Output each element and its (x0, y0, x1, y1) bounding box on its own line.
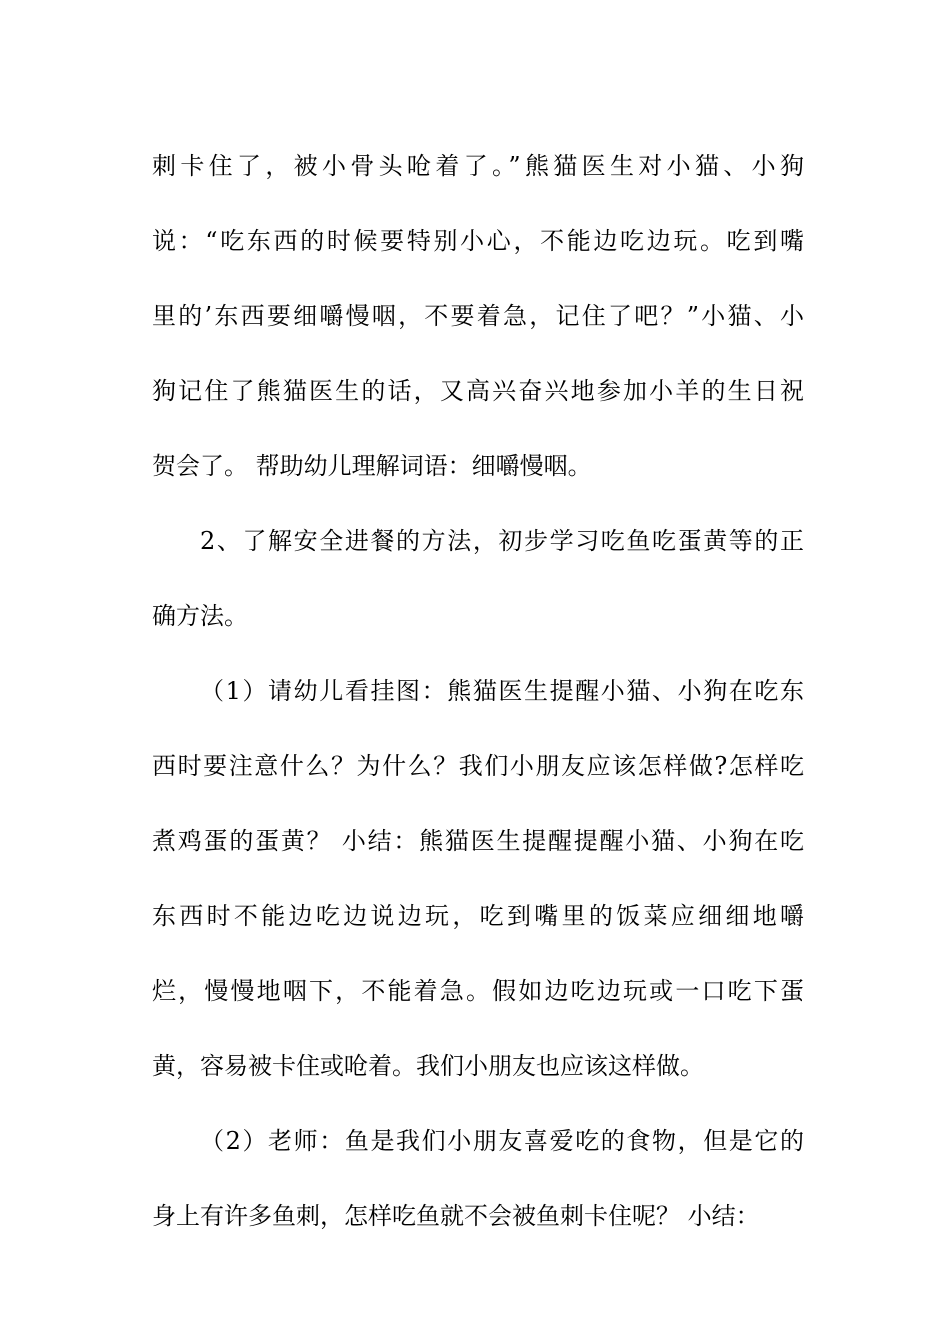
body-text (152, 129, 804, 1254)
text-line: 确方法。 (152, 602, 248, 630)
text-line: 煮鸡蛋的蛋黄？ 小结：熊猫医生提醒提醒小猫、小狗在吃 (152, 827, 804, 855)
text-line: 贺会了。 帮助幼儿理解词语：细嚼慢咽。 (152, 452, 592, 480)
text-line: 西时要注意什么？为什么？我们小朋友应该怎样做?怎样吃 (152, 752, 804, 780)
text-line: 烂，慢慢地咽下，不能着急。假如边吃边玩或一口吃下蛋 (152, 977, 804, 1005)
text-line: 2、了解安全进餐的方法，初步学习吃鱼吃蛋黄等的正 (200, 527, 804, 555)
text-line: 狗记住了熊猫医生的话，又高兴奋兴地参加小羊的生日祝 (152, 377, 804, 405)
text-line: （2）老师：鱼是我们小朋友喜爱吃的食物，但是它的 (200, 1127, 804, 1155)
text-line: （1）请幼儿看挂图：熊猫医生提醒小猫、小狗在吃东 (200, 677, 804, 705)
text-line: 里的’东西要细嚼慢咽，不要着急，记住了吧？”小猫、小 (152, 302, 804, 330)
text-line: 刺卡住了，被小骨头呛着了。”熊猫医生对小猫、小狗 (152, 152, 804, 180)
text-line: 黄，容易被卡住或呛着。我们小朋友也应该这样做。 (152, 1052, 704, 1080)
text-line: 身上有许多鱼刺，怎样吃鱼就不会被鱼刺卡住呢？ 小结： (152, 1202, 760, 1230)
text-line: 说：“吃东西的时候要特别小心，不能边吃边玩。吃到嘴 (152, 227, 804, 255)
text-line: 东西时不能边吃边说边玩，吃到嘴里的饭菜应细细地嚼 (152, 902, 804, 930)
